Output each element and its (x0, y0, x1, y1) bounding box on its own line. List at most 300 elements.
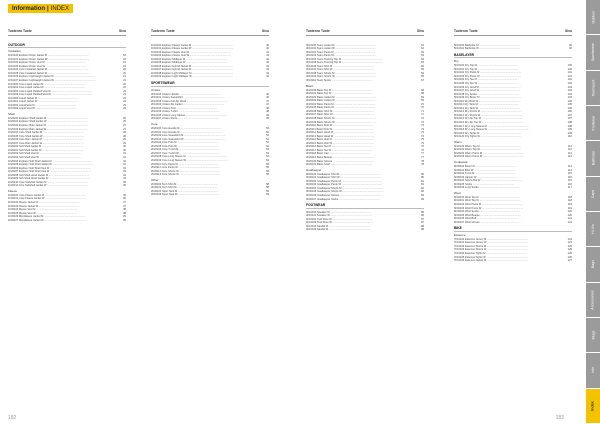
index-entry: 6F10110 Dry Brief W ......................................................... (454, 99, 520, 103)
tab-label: Info (591, 367, 595, 374)
index-entry: 1F20102 Explorer Rain Jacket M ......................................................... (8, 124, 88, 128)
index-page-ref: 34 (123, 173, 126, 177)
index-entry: 1F10301 Liquid Jacket W ......................................................... (8, 100, 80, 104)
index-entry: 3F20101 Basic Top W ......................................................... (306, 92, 374, 96)
index-entry: 1F20210 Core Softshell Jacket M ......................................................... (8, 180, 89, 184)
tab-outdoor[interactable] (586, 0, 600, 35)
index-row[interactable] (454, 221, 572, 225)
index-page-ref: 30 (123, 145, 126, 149)
index-page-ref: 35 (123, 184, 126, 188)
index-entry: 3F30102 Goalkeeper Pants M ......................................................... (306, 179, 383, 183)
index-page-ref: 41 (266, 54, 269, 58)
index-page-ref: 83 (421, 193, 424, 197)
index-entry: 4F10102 Trail Shoe M ......................................................... (306, 217, 374, 221)
index-row[interactable] (8, 107, 126, 111)
index-page-ref: 59 (266, 193, 269, 197)
index-page-ref: 70 (421, 106, 424, 110)
group-heading: Goalkeeper (306, 167, 322, 172)
index-page-ref: 41 (266, 50, 269, 54)
index-entry: 6F20102 Warm Pants M ......................................................... (454, 151, 524, 155)
index-page-ref: 55 (266, 166, 269, 170)
index-entry: 2F20107 Core T-shirt W ......................................................... (151, 151, 221, 155)
index-page-ref: 67 (421, 79, 424, 83)
index-page-ref: 68 (421, 92, 424, 96)
index-page-ref: 24 (123, 96, 126, 100)
tab-label: Hi-Vis (591, 224, 595, 234)
index-page-ref: 114 (567, 168, 572, 172)
index-page-ref: 25 (123, 103, 126, 107)
index-entry: 1F10101 Explorer Down Jacket W ......................................................... (8, 57, 90, 61)
index-entry: 1F30100 Core Fleece Jacket M ......................................................... (8, 193, 86, 197)
index-entry: 1F20207 Explorer Soft Shell Vest W ......................................................... (8, 170, 92, 174)
index-entry: 6F30105 Socks ......................................................... (454, 182, 514, 186)
tab-mugs[interactable] (586, 318, 600, 353)
index-entry: 2F30103 Sport Tank W ......................................................... (151, 193, 220, 197)
index-page-ref: 125 (567, 248, 572, 252)
index-entry: 7F10100 Essence Jersey M ......................................................... (454, 237, 528, 241)
index-page-ref: 20 (123, 71, 126, 75)
index-entry: 6F10102 Dry Pants M ......................................................... (454, 71, 522, 75)
group-heading: Shell (8, 111, 15, 116)
index-entry: 1F20204 Explorer Soft Shell Jacket M ......................................................... (8, 159, 94, 163)
index-page-ref: 87 (421, 221, 424, 225)
index-entry: 2F20108 Core Long Sleeve M ......................................................... (151, 155, 228, 159)
index-entry: 3F20114 Basic Vest M ......................................................... (306, 138, 374, 142)
index-entry: 6F40107 Wool Gloves ......................................................... (454, 220, 522, 224)
index-page-ref: 109 (567, 131, 572, 135)
column-header (8, 30, 126, 36)
index-page-ref: 18 (123, 54, 126, 58)
header-subtitle: INDEX (50, 5, 70, 12)
index-page-ref: 116 (567, 182, 572, 186)
col-header-code: Tuotenro Tuote (454, 29, 478, 33)
section-heading: OUTDOOR (8, 44, 126, 49)
index-page-ref: 121 (567, 217, 572, 221)
index-row[interactable] (8, 219, 126, 223)
index-entry: 2F20112 Core Shorts M ......................................................... (151, 169, 221, 173)
index-entry: 1F40104 Explorer Midlayer M ......................................................... (151, 57, 227, 61)
index-page-ref: 103 (567, 89, 572, 93)
index-entry: 3F20113 Basic Hood W ......................................................... (306, 134, 375, 138)
index-entry: 1F20208 Soft Shell Hood Jacket M ......................................................... (8, 173, 90, 177)
index-entry: 3F30101 Goalkeeper Shirt W ......................................................... (306, 176, 382, 180)
index-entry: 6F40101 Wool Top W ......................................................... (454, 199, 521, 203)
index-entry: 2F10105 Unisex T-shirt ......................................................... (151, 110, 220, 114)
index-row[interactable] (306, 198, 424, 202)
index-column-1 (8, 30, 126, 222)
index-page-ref: 86 (421, 214, 424, 218)
index-entry: 3F10107 Team Shirt W ......................................................... (306, 68, 375, 72)
index-page-ref: 124 (567, 241, 572, 245)
index-entry: 1F20107 Core Rain Jacket W ......................................................... (8, 141, 84, 145)
index-page-ref: 38 (123, 211, 126, 215)
index-page-ref: 101 (567, 74, 572, 78)
index-entry: 6F10103 Dry Pants W ......................................................... (454, 74, 522, 78)
index-page-ref: 73 (421, 127, 424, 131)
index-page-ref: 125 (567, 244, 572, 248)
index-page-ref: 62 (421, 47, 424, 51)
index-entry: 3F20115 Basic Vest W ......................................................... (306, 141, 374, 145)
index-entry: 3F10100 Team Jacket M ......................................................... (306, 43, 377, 47)
index-entry: 1F10300 Liquid Jacket M ......................................................... (8, 96, 79, 100)
index-page-ref: 116 (567, 179, 572, 183)
index-entry: 1F30103 Fleece Jacket W ......................................................... (8, 204, 80, 208)
index-entry: 6F10119 Dry Tights M ......................................................... (454, 131, 522, 135)
group-heading: Core (151, 121, 158, 126)
index-entry: 6F40103 Wool Pants W ......................................................... (454, 206, 524, 210)
index-page-ref: 23 (123, 89, 126, 93)
index-page-ref: 117 (567, 186, 572, 190)
index-entry: 3F10105 Team Training Top W ......................................................... (306, 61, 384, 65)
index-entry: 1F10106 Explorer Lightweight Jacket M ......................................................... (8, 75, 96, 79)
tab-label: Index (590, 401, 595, 411)
index-entry: 3F30100 Goalkeeper Shirt M ......................................................... (306, 172, 382, 176)
index-page-ref: 51 (266, 137, 269, 141)
index-row[interactable] (151, 75, 269, 79)
index-page-ref: 26 (123, 116, 126, 120)
index-entry: 3F10109 Team Shorts W ......................................................... (306, 75, 377, 79)
index-page-ref: 108 (567, 124, 572, 128)
index-page-ref: 53 (266, 151, 269, 155)
index-page-ref: 90 (569, 43, 572, 47)
group-heading: Basic (306, 83, 314, 88)
index-page-ref: 72 (421, 116, 424, 120)
index-page-ref: 83 (421, 197, 424, 201)
index-entry: 3F30104 Goalkeeper Shorts M ......................................................... (306, 186, 384, 190)
tab-accessories[interactable] (586, 283, 600, 318)
index-entry: 6F30106 Long Socks ......................................................... (454, 186, 521, 190)
index-page-ref: 35 (123, 180, 126, 184)
index-entry: 6F10113 Dry Shorts M ......................................................... (454, 110, 522, 114)
col-header-code: Tuotenro Tuote (151, 29, 175, 33)
index-page-ref: 119 (567, 202, 572, 206)
index-entry: 3F10101 Team Jacket W ......................................................... (306, 47, 377, 51)
index-page-ref: 105 (567, 99, 572, 103)
index-page-ref: 18 (123, 57, 126, 61)
index-page-ref: 36 (123, 193, 126, 197)
tab-label: Footwear (591, 115, 596, 131)
index-entry: 6F40106 Wool Buff ......................................................... (454, 217, 518, 221)
index-page-ref: 31 (123, 155, 126, 159)
index-page-ref: 63 (421, 50, 424, 54)
page-number-left: 182 (8, 415, 17, 421)
group-heading: Undewear (454, 159, 468, 164)
index-page-ref: 25 (123, 107, 126, 111)
index-page-ref: 65 (421, 68, 424, 72)
index-entry: 2F20110 Core Pants M ......................................................... (151, 162, 220, 166)
index-row[interactable] (151, 117, 269, 121)
index-column-3 (306, 30, 424, 232)
index-page-ref: 74 (421, 134, 424, 138)
index-entry: 5F10100 Bathrobe M ......................................................... (454, 43, 521, 47)
index-page-ref: 70 (421, 102, 424, 106)
index-entry: 1F40103 Explorer Fleece Vest W ......................................................... (151, 54, 231, 58)
index-page-ref: 29 (123, 141, 126, 145)
tab-caps[interactable] (586, 177, 600, 212)
index-page-ref: 47 (266, 103, 269, 107)
col-header-page: Sivu (417, 29, 424, 33)
index-entry: 1F30107 Microfleece Jacket W ......................................................... (8, 218, 86, 222)
index-entry: 1F20104 Core Shell Jacket M ......................................................... (8, 131, 84, 135)
index-entry: 3F20100 Basic Top M ......................................................... (306, 88, 373, 92)
index-page-ref: 46 (266, 96, 269, 100)
index-entry: 3F10110 Team Socks ......................................................... (306, 79, 373, 83)
index-entry: 3F30106 Goalkeeper Gloves ......................................................... (306, 193, 381, 197)
index-page-ref: 44 (266, 75, 269, 79)
index-entry: 2F10103 Unisex Zip Jacket ......................................................... (151, 103, 225, 107)
index-page-ref: 73 (421, 124, 424, 128)
column-header (306, 30, 424, 36)
tab-label: Accessories (591, 290, 595, 310)
index-page-ref: 88 (421, 228, 424, 232)
tab-label: Teamsport (591, 79, 595, 97)
index-page-ref: 100 (567, 67, 572, 71)
index-page-ref: 33 (123, 166, 126, 170)
index-entry: 6F10116 Dry Zip Top W ......................................................... (454, 120, 523, 124)
index-page-ref: 26 (123, 120, 126, 124)
index-page-ref: 43 (266, 64, 269, 68)
index-entry: 3F20116 Basic Tee M ......................................................... (306, 145, 373, 149)
index-page-ref: 50 (266, 127, 269, 131)
index-entry: 2F20105 Core Polo W ......................................................... (151, 144, 219, 148)
header-title-text: Information (12, 5, 45, 12)
group-heading: Essence (454, 232, 466, 237)
index-page-ref: 109 (567, 128, 572, 132)
group-heading: Other (151, 177, 159, 182)
tab-label: Caps (590, 189, 595, 198)
index-page-ref: 27 (123, 124, 126, 128)
index-entry: 1F40106 Explorer Hybrid Jacket M ......................................................... (151, 64, 233, 68)
index-entry: 3F20111 Basic Polo W ......................................................... (306, 127, 374, 131)
index-entry: 1F40105 Explorer Midlayer W ......................................................... (151, 61, 228, 65)
col-header-code: Tuotenro Tuote (8, 29, 32, 33)
index-page-ref: 71 (421, 113, 424, 117)
index-entry: 3F20118 Basic Cap ......................................................... (306, 152, 371, 156)
index-entry: 2F10107 Unisex Pants ......................................................... (151, 117, 220, 121)
page-number-right: 183 (555, 415, 564, 421)
index-page-ref: 28 (123, 134, 126, 138)
index-entry: 2F20104 Core Polo M ......................................................... (151, 141, 219, 145)
index-entry: 1F10303 Liquid Vest W ......................................................... (8, 107, 77, 111)
group-heading: Dry (454, 59, 459, 64)
index-page-ref: 82 (421, 186, 424, 190)
index-page-ref: 27 (123, 127, 126, 131)
index-entry: 3F20119 Basic Beanie ......................................................... (306, 156, 374, 159)
index-entry: 6F10108 Dry Socks ......................................................... (454, 92, 519, 96)
index-entry: 2F10102 Unisex Full Zip Hood ......................................................... (151, 99, 228, 103)
index-row[interactable] (8, 184, 126, 188)
index-page-ref: 71 (421, 109, 424, 113)
index-page-ref: 21 (123, 78, 126, 82)
index-entry: 3F10108 Team Shorts M ......................................................... (306, 71, 377, 75)
index-page-ref: 49 (266, 113, 269, 117)
index-page-ref: 104 (567, 92, 572, 96)
tab-label: Bathrobe (591, 151, 595, 166)
index-entry: 6F10104 Dry Tee M ......................................................... (454, 78, 519, 82)
index-page-ref: 112 (567, 144, 572, 148)
index-page-ref: 114 (567, 165, 572, 168)
index-page-ref: 55 (266, 162, 269, 166)
index-page-ref: 120 (567, 210, 572, 214)
index-entry: 1F10100 Explorer Down Jacket M ......................................................... (8, 54, 89, 58)
index-entry: 3F20109 Basic Shorts W ......................................................... (306, 120, 377, 124)
index-page-ref: 54 (266, 155, 269, 159)
index-page-ref: 59 (266, 189, 269, 193)
index-page-ref: 108 (567, 120, 572, 124)
index-page-ref: 87 (421, 217, 424, 221)
index-page-ref: 46 (266, 92, 269, 96)
index-row[interactable] (306, 163, 424, 167)
index-entry: 5F10101 Bathrobe W ......................................................... (454, 47, 521, 51)
tab-label: Outdoor (591, 10, 595, 24)
index-page-ref: 32 (123, 163, 126, 167)
tab-bathrobe[interactable] (586, 141, 600, 176)
index-page-ref: 49 (266, 117, 269, 121)
tab-index[interactable] (586, 389, 600, 424)
index-row[interactable] (454, 259, 572, 263)
index-page-ref: 86 (421, 210, 424, 214)
index-entry: 6F10120 Dry Tights W ......................................................... (454, 135, 522, 139)
tab-info[interactable] (586, 353, 600, 388)
index-entry: 3F20110 Basic Polo M ......................................................... (306, 124, 374, 128)
index-page-ref: 88 (421, 224, 424, 228)
index-page-ref: 77 (421, 152, 424, 156)
index-entry: 3F20117 Basic Tee W ......................................................... (306, 148, 373, 152)
index-page-ref: 127 (567, 259, 572, 263)
group-heading: Unisex (151, 87, 161, 92)
index-entry: 3F10103 Team Pants W ......................................................... (306, 54, 376, 58)
tab-footwear[interactable] (586, 106, 600, 141)
index-page-ref: 121 (567, 220, 572, 224)
index-page-ref: 58 (266, 186, 269, 190)
index-entry: 1F30106 Microfleece Jacket M ......................................................... (8, 215, 86, 219)
index-row[interactable] (454, 186, 572, 190)
index-column-2 (151, 30, 269, 197)
index-entry: 2F10101 Unisex Sweatshirt ......................................................... (151, 96, 225, 100)
col-header-code: Tuotenro Tuote (306, 29, 330, 33)
index-entry: 3F20104 Basic Pants M ......................................................... (306, 102, 376, 106)
index-page-ref: 78 (421, 163, 424, 167)
index-entry: 2F20101 Core Hoodie W ......................................................... (151, 130, 222, 134)
index-entry: 6F10105 Dry Tee W ......................................................... (454, 81, 519, 85)
tab-bags[interactable] (586, 247, 600, 282)
index-entry: 1F10302 Liquid Vest M ......................................................... (8, 103, 77, 107)
index-entry: 1F30101 Core Fleece Jacket W ......................................................... (8, 197, 87, 201)
index-page-ref: 82 (421, 190, 424, 194)
index-entry: 3F20105 Basic Pants W ......................................................... (306, 106, 376, 110)
index-page-ref: 39 (123, 215, 126, 219)
index-page-ref: 119 (567, 206, 572, 210)
index-entry: 1F10104 Core Insulated Jacket M ......................................................... (8, 68, 89, 72)
index-entry: 7F10105 Essence Tights W ......................................................... (454, 255, 528, 259)
index-entry: 1F10203 Core Liquid Padded Vest W ......................................................... (8, 93, 93, 97)
index-page-ref: 56 (266, 173, 269, 177)
index-row[interactable] (306, 79, 424, 83)
index-entry: 1F20202 Soft Shell Vest M ......................................................... (8, 152, 81, 156)
index-entry: 2F30100 Tech Shirt M ......................................................... (151, 182, 219, 186)
index-row[interactable] (454, 47, 572, 51)
index-row[interactable] (454, 155, 572, 159)
index-page-ref: 22 (123, 82, 126, 86)
index-page-ref: 28 (123, 131, 126, 135)
index-entry: 2F10104 Unisex Polo ......................................................... (151, 106, 218, 110)
index-page-ref: 115 (567, 175, 572, 179)
index-page-ref: 107 (567, 113, 572, 117)
index-page-ref: 68 (421, 88, 424, 92)
index-entry: 1F10107 Explorer Lightweight Jacket W ......................................................... (8, 78, 96, 82)
index-page-ref: 103 (567, 85, 572, 89)
index-entry: 1F10201 Core Liquid Jacket W ......................................................... (8, 86, 86, 90)
index-entry: 3F10102 Team Pants M ......................................................... (306, 50, 376, 54)
index-entry: 1F20205 Explorer Soft Shell Jacket W ......................................................... (8, 163, 94, 167)
index-page-ref: 37 (123, 201, 126, 205)
index-page-ref: 105 (567, 103, 572, 107)
index-entry: 1F30104 Fleece Vest M ......................................................... (8, 208, 78, 212)
index-entry: 2F30101 Tech Shirt W ......................................................... (151, 186, 219, 190)
index-entry: 7F10103 Essence Shorts W ......................................................... (454, 248, 529, 252)
index-entry: 2F20113 Core Shorts W ......................................................... (151, 173, 221, 177)
index-entry: 4F10101 Sneaker W ......................................................... (306, 214, 372, 218)
index-entry: 6F10106 Dry Hood M ......................................................... (454, 85, 521, 89)
index-entry: 3F20120 Basic Gloves ......................................................... (306, 159, 374, 163)
index-row[interactable] (151, 193, 269, 197)
index-page-ref: 126 (567, 252, 572, 256)
index-page-ref: 19 (123, 64, 126, 68)
section-heading: SPORTSWEAR (151, 82, 269, 87)
index-page-ref: 78 (421, 159, 424, 163)
index-row[interactable] (454, 135, 572, 139)
index-page-ref: 48 (266, 106, 269, 110)
index-entry: 6F10117 Dry Long Sleeve M ......................................................... (454, 124, 529, 128)
index-row[interactable] (151, 173, 269, 177)
index-page-ref: 20 (123, 68, 126, 72)
index-entry: 7F10102 Essence Shorts M ......................................................... (454, 244, 528, 248)
index-page-ref: 56 (266, 169, 269, 173)
index-entry: 3F30103 Goalkeeper Pants W ......................................................... (306, 183, 383, 187)
index-entry: 3F20107 Basic Shirt W ......................................................... (306, 113, 375, 117)
index-page-ref: 77 (421, 156, 424, 159)
index-page-ref: 43 (266, 68, 269, 72)
tab-label: Sportswear (591, 43, 595, 62)
index-entry: 1F20100 Explorer Shell Jacket M ......................................................... (8, 116, 89, 120)
index-entry: 2F10106 Unisex Long Sleeve ......................................................... (151, 113, 227, 117)
col-header-page: Sivu (119, 29, 126, 33)
index-page-ref: 52 (266, 141, 269, 145)
index-entry: 1F20101 Explorer Shell Jacket W ......................................................... (8, 120, 89, 124)
index-entry: 1F20103 Explorer Rain Jacket W ......................................................... (8, 127, 88, 131)
index-page-ref: 110 (567, 135, 572, 139)
index-page-ref: 104 (567, 96, 572, 100)
group-heading: Wool (454, 190, 461, 195)
index-row[interactable] (306, 228, 424, 232)
section-tabs (586, 0, 600, 424)
index-page-ref: 52 (266, 144, 269, 148)
index-page-ref: 102 (567, 78, 572, 82)
index-page-ref: 58 (266, 182, 269, 186)
index-page-ref: 21 (123, 75, 126, 79)
column-header (151, 30, 269, 36)
index-page-ref: 47 (266, 99, 269, 103)
index-entry: 6F30104 Sports Bra W ......................................................... (454, 179, 523, 183)
tab-hi-vis[interactable] (586, 212, 600, 247)
index-page-ref: 44 (266, 71, 269, 75)
index-page-ref: 19 (123, 61, 126, 65)
index-entry: 1F10202 Core Liquid Padded Vest M ......................................................... (8, 89, 93, 93)
tab-teamsport[interactable] (586, 71, 600, 106)
tab-sportswear[interactable] (586, 35, 600, 70)
index-entry: 2F10100 Unisex Hoodie ......................................................... (151, 92, 221, 96)
index-entry: 4F10105 Sandal W ......................................................... (306, 228, 371, 232)
